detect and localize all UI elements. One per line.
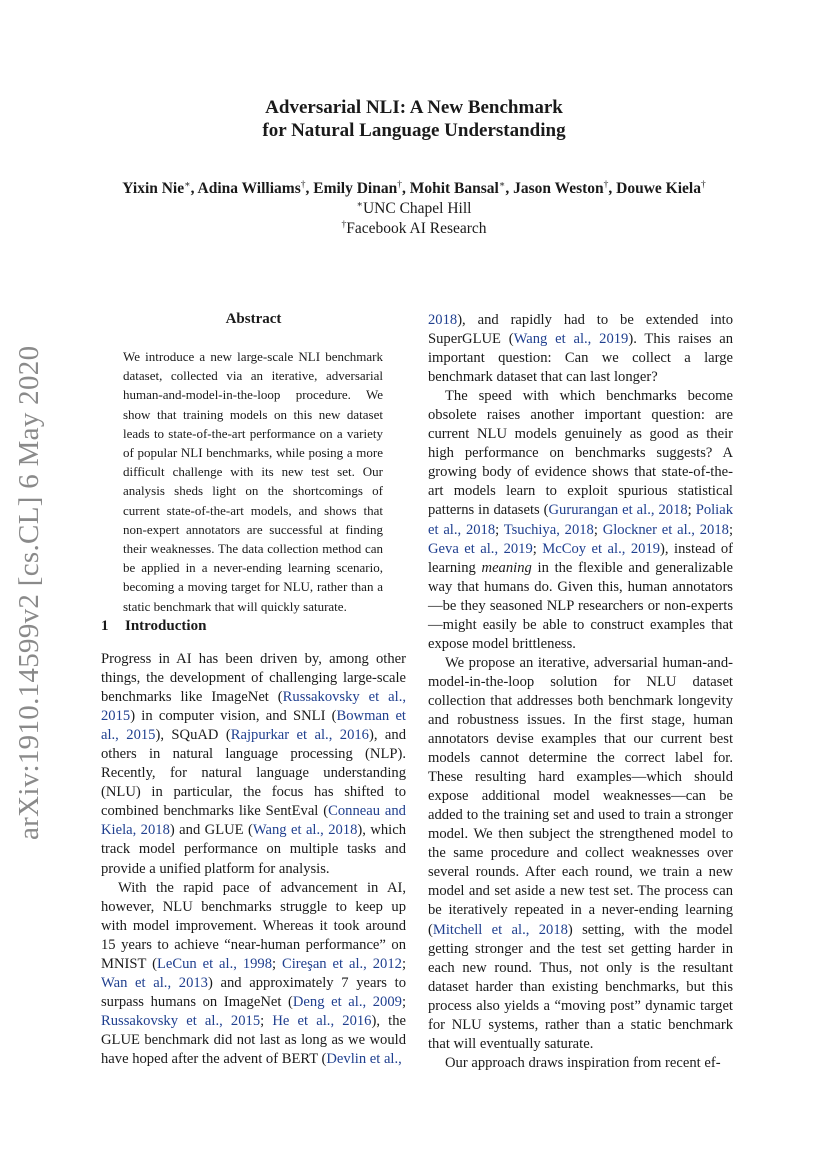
right-column-paragraph: 2018), and rapidly had to be extended into SuperGLUE (Wang et al., 2019). This raises an important question: Can we collect a large benchmark dataset that can last longer? (428, 312, 734, 386)
author-name: Jason Weston (513, 180, 604, 197)
affiliation-facebook (0, 219, 828, 239)
author-affiliation-mark: † (700, 180, 706, 190)
title-line-1: Adversarial NLI: A New Benchmark (265, 97, 563, 118)
citation-link[interactable]: Geva et al., 2019 (428, 540, 533, 557)
author-list: Yixin Nie∗, Adina Williams†, Emily Dinan†, Mohit Bansal∗, Jason Weston†, Douwe Kiela† (122, 180, 706, 197)
emphasis-text: meaning (481, 559, 532, 576)
section-number: 1 (101, 618, 109, 634)
right-column-paragraph: We propose an iterative, adversarial human-and-model-in-the-loop solution for NLU dataset collection that addresses both benchmark longevity and robustness issues. In the first stage, human annotators devise examples that our current best models cannot determine the correct label for. These resulting hard examples—which should expose additional model weaknesses—can be added to the training set and used to train a stronger model. We then subject the strengthened model to the same procedure and collect weaknesses over several rounds. After each round, we train a new model and set aside a new test set. The process can be iteratively repeated in a never-ending learning (Mitchell et al., 2018) setting, with the model getting stronger and the test set getting harder in each new round. Thus, not only is the resultant dataset harder than existing benchmarks, but this process also yields a “moving post” dynamic target for NLU systems, rather than a static benchmark that will eventually saturate. (428, 654, 733, 1052)
citation-link[interactable]: Wang et al., 2019 (513, 331, 629, 348)
citation-link[interactable]: 2018 (428, 312, 458, 328)
right-column-paragraph: Our approach draws inspiration from recent ef- (445, 1054, 721, 1071)
right-column-text (428, 311, 733, 1073)
author-affiliation-mark: ∗ (498, 180, 506, 190)
left-column-paragraph: With the rapid pace of advancement in AI, however, NLU benchmarks struggle to keep up with model improvement. Whereas it took around 15 years to achieve “near-human performance” on MNIST (LeCun et al., 1998; Cireşan et al., 2012; Wan et al., 2013) and approximately 7 years to surpass humans on ImageNet (Deng et al., 2009; Russakovsky et al., 2015; He et al., 2016), the GLUE benchmark did not last as long as we would have hoped after the advent of BERT (Devlin et al., (101, 879, 407, 1067)
affiliation-mark: ∗ (356, 200, 363, 210)
citation-link[interactable]: Cireşan et al., 2012 (282, 955, 402, 972)
citation-link[interactable]: Conneau and Kiela, 2018 (101, 803, 406, 839)
citation-link[interactable]: Russakovsky et al., 2015 (101, 1012, 261, 1029)
author-name: Douwe Kiela (616, 180, 701, 197)
citation-link[interactable]: Tsuchiya, 2018 (503, 521, 594, 538)
citation-link[interactable]: Wang et al., 2018 (252, 822, 358, 839)
author-name: Yixin Nie (122, 180, 185, 197)
citation-link[interactable]: Wan et al., 2013 (101, 974, 208, 991)
right-column-paragraph: The speed with which benchmarks become obsolete raises another important question: are current NLU models genuinely as good as their high performance on benchmarks suggests? A growing body of evidence shows that state-of-the-art models learn to exploit spurious statistical patterns in datasets (Gururangan et al., 2018; Poliak et al., 2018; Tsuchiya, 2018; Glockner et al., 2018; Geva et al., 2019; McCoy et al., 2019), instead of learning meaning in the flexible and generalizable way that humans do. Given this, human annotators—be they seasoned NLP researchers or non-experts—might easily be able to construct examples that expose model brittleness. (428, 388, 733, 652)
citation-link[interactable]: Mitchell et al., 2018 (432, 921, 568, 938)
citation-link[interactable]: McCoy et al., 2019 (542, 540, 661, 557)
citation-link[interactable]: He et al., 2016 (272, 1012, 372, 1029)
title-line-2: for Natural Language Understanding (262, 120, 566, 141)
citation-link[interactable]: Poliak et al., 2018 (428, 502, 733, 538)
paper-title (0, 96, 828, 142)
citation-link[interactable]: Devlin et al., (326, 1050, 402, 1067)
affiliation-name: UNC Chapel Hill (362, 200, 472, 217)
author-affiliation-mark: ∗ (184, 180, 191, 190)
author-affiliation-mark: † (603, 180, 609, 190)
left-column-paragraph: Progress in AI has been driven by, among other things, the development of challenging large-scale benchmarks like ImageNet (Russakovsky et al., 2015) in computer vision, and SNLI (Bowman et al., 2015), SQuAD (Rajpurkar et al., 2016), and others in natural language processing (NLP). Recently, for natural language understanding (NLU) in particular, the focus has shifted to combined benchmarks like SentEval (Conneau and Kiela, 2018) and GLUE (Wang et al., 2018), which track model performance on multiple tasks and provide a unified platform for analysis. (101, 651, 406, 877)
left-column-text (101, 650, 406, 1069)
citation-link[interactable]: LeCun et al., 1998 (156, 955, 273, 972)
author-name: Mohit Bansal (409, 180, 499, 197)
author-name: Emily Dinan (313, 180, 398, 197)
affiliation-unc (0, 199, 828, 219)
author-affiliation-mark: † (300, 180, 306, 190)
section-title: Introduction (125, 618, 207, 634)
author-name: Adina Williams (197, 180, 301, 197)
section-heading-introduction (101, 618, 206, 635)
abstract-body: We introduce a new large-scale NLI benchmark dataset, collected via an iterative, adversarial human-and-model-in-the-loop procedure. We show that training models on this new dataset leads to state-of-the-art performance on a variety of popular NLI benchmarks, while posing a more difficult challenge with its new test set. Our analysis sheds light on the shortcomings of current state-of-the-art models, and shows that non-expert annotators are successful at finding their weaknesses. The data collection method can be applied in a never-ending learning scenario, becoming a moving target for NLU, rather than a static benchmark that will quickly saturate. (123, 349, 383, 614)
citation-link[interactable]: Deng et al., 2009 (292, 993, 402, 1010)
citation-link[interactable]: Bowman et al., 2015 (101, 708, 406, 744)
affiliation-mark: † (341, 220, 347, 230)
citation-link[interactable]: Gururangan et al., 2018 (548, 502, 688, 519)
author-affiliation-mark: † (397, 180, 402, 190)
arxiv-watermark: arXiv:1910.14599v2 [cs.CL] 6 May 2020 (13, 345, 45, 840)
abstract-heading: Abstract (225, 311, 282, 327)
citation-link[interactable]: Russakovsky et al., 2015 (101, 689, 406, 725)
citation-link[interactable]: Glockner et al., 2018 (602, 521, 729, 538)
affiliation-name: Facebook AI Research (346, 220, 487, 237)
citation-link[interactable]: Rajpurkar et al., 2016 (230, 727, 369, 744)
